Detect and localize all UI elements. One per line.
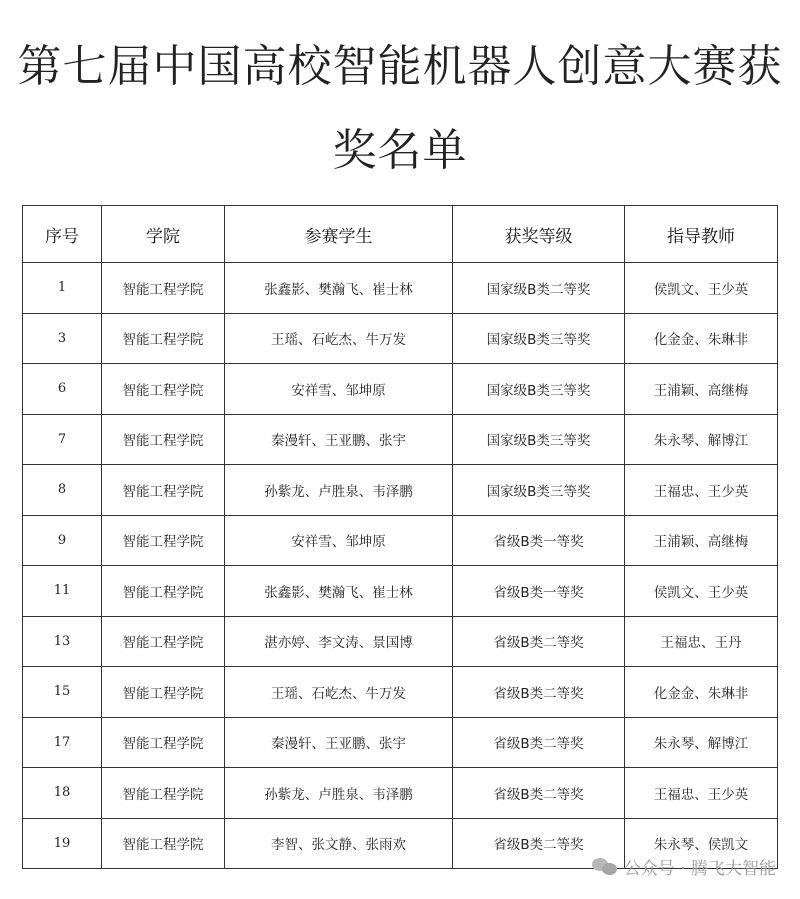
table-body bbox=[23, 263, 778, 869]
table-header-row bbox=[23, 206, 778, 263]
cell-advisors: 化金金、朱琳非 bbox=[625, 313, 778, 364]
cell-students: 秦漫轩、王亚鹏、张宇 bbox=[225, 414, 453, 465]
cell-award-level: 国家级B类二等奖 bbox=[453, 263, 625, 314]
cell-college: 智能工程学院 bbox=[102, 465, 225, 516]
cell-college: 智能工程学院 bbox=[102, 515, 225, 566]
cell-index: 8 bbox=[23, 465, 102, 516]
cell-index: 1 bbox=[23, 263, 102, 314]
cell-college: 智能工程学院 bbox=[102, 364, 225, 415]
cell-award-level: 省级B类二等奖 bbox=[453, 667, 625, 718]
cell-advisors: 王浦颖、高继梅 bbox=[625, 364, 778, 415]
table-row bbox=[23, 717, 778, 768]
cell-advisors: 侯凯文、王少英 bbox=[625, 566, 778, 617]
header-college: 学院 bbox=[102, 206, 225, 263]
page-title-line2: 奖名单 bbox=[332, 125, 468, 176]
cell-advisors: 朱永琴、解博江 bbox=[625, 414, 778, 465]
cell-index: 15 bbox=[23, 667, 102, 718]
cell-students: 安祥雪、邹坤原 bbox=[225, 515, 453, 566]
cell-award-level: 省级B类二等奖 bbox=[453, 616, 625, 667]
cell-students: 张鑫影、樊瀚飞、崔士林 bbox=[225, 566, 453, 617]
cell-advisors: 朱永琴、侯凯文 bbox=[625, 818, 778, 869]
cell-advisors: 朱永琴、解博江 bbox=[625, 717, 778, 768]
table-row bbox=[23, 465, 778, 516]
cell-index: 13 bbox=[23, 616, 102, 667]
cell-advisors: 王福忠、王丹 bbox=[625, 616, 778, 667]
cell-students: 王瑶、石屹杰、牛万发 bbox=[225, 667, 453, 718]
cell-index: 9 bbox=[23, 515, 102, 566]
cell-advisors: 王浦颖、高继梅 bbox=[625, 515, 778, 566]
table-row bbox=[23, 414, 778, 465]
header-award-level: 获奖等级 bbox=[453, 206, 625, 263]
cell-award-level: 省级B类二等奖 bbox=[453, 768, 625, 819]
cell-advisors: 化金金、朱琳非 bbox=[625, 667, 778, 718]
cell-advisors: 王福忠、王少英 bbox=[625, 465, 778, 516]
cell-award-level: 国家级B类三等奖 bbox=[453, 313, 625, 364]
cell-college: 智能工程学院 bbox=[102, 616, 225, 667]
table-row bbox=[23, 667, 778, 718]
cell-college: 智能工程学院 bbox=[102, 566, 225, 617]
header-students: 参赛学生 bbox=[225, 206, 453, 263]
wechat-icon bbox=[592, 856, 618, 876]
table-row bbox=[23, 515, 778, 566]
cell-students: 秦漫轩、王亚鹏、张宇 bbox=[225, 717, 453, 768]
cell-index: 17 bbox=[23, 717, 102, 768]
cell-advisors: 侯凯文、王少英 bbox=[625, 263, 778, 314]
watermark bbox=[592, 853, 776, 879]
cell-index: 6 bbox=[23, 364, 102, 415]
cell-students: 王瑶、石屹杰、牛万发 bbox=[225, 313, 453, 364]
cell-college: 智能工程学院 bbox=[102, 414, 225, 465]
cell-award-level: 省级B类二等奖 bbox=[453, 717, 625, 768]
cell-award-level: 国家级B类三等奖 bbox=[453, 364, 625, 415]
cell-award-level: 省级B类二等奖 bbox=[453, 818, 625, 869]
watermark-text: 公众号 · 腾飞大智能 bbox=[623, 858, 776, 879]
header-index: 序号 bbox=[23, 206, 102, 263]
cell-students: 李智、张文静、张雨欢 bbox=[225, 818, 453, 869]
cell-college: 智能工程学院 bbox=[102, 263, 225, 314]
cell-award-level: 省级B类一等奖 bbox=[453, 515, 625, 566]
cell-award-level: 国家级B类三等奖 bbox=[453, 414, 625, 465]
cell-index: 3 bbox=[23, 313, 102, 364]
cell-students: 安祥雪、邹坤原 bbox=[225, 364, 453, 415]
cell-award-level: 国家级B类三等奖 bbox=[453, 465, 625, 516]
cell-students: 张鑫影、樊瀚飞、崔士林 bbox=[225, 263, 453, 314]
cell-college: 智能工程学院 bbox=[102, 768, 225, 819]
cell-college: 智能工程学院 bbox=[102, 717, 225, 768]
cell-index: 7 bbox=[23, 414, 102, 465]
cell-index: 11 bbox=[23, 566, 102, 617]
header-advisors: 指导教师 bbox=[625, 206, 778, 263]
cell-index: 19 bbox=[23, 818, 102, 869]
table-row bbox=[23, 616, 778, 667]
cell-award-level: 省级B类一等奖 bbox=[453, 566, 625, 617]
cell-college: 智能工程学院 bbox=[102, 313, 225, 364]
award-table bbox=[22, 205, 778, 869]
table-row bbox=[23, 364, 778, 415]
cell-advisors: 王福忠、王少英 bbox=[625, 768, 778, 819]
table-row bbox=[23, 313, 778, 364]
page-title-line1: 第七届中国高校智能机器人创意大赛获 bbox=[17, 41, 783, 92]
cell-students: 孙紫龙、卢胜泉、韦泽鹏 bbox=[225, 465, 453, 516]
cell-students: 湛亦婷、李文涛、景国博 bbox=[225, 616, 453, 667]
cell-index: 18 bbox=[23, 768, 102, 819]
cell-college: 智能工程学院 bbox=[102, 667, 225, 718]
table-row bbox=[23, 768, 778, 819]
cell-college: 智能工程学院 bbox=[102, 818, 225, 869]
table-row bbox=[23, 263, 778, 314]
cell-students: 孙紫龙、卢胜泉、韦泽鹏 bbox=[225, 768, 453, 819]
table-row bbox=[23, 566, 778, 617]
